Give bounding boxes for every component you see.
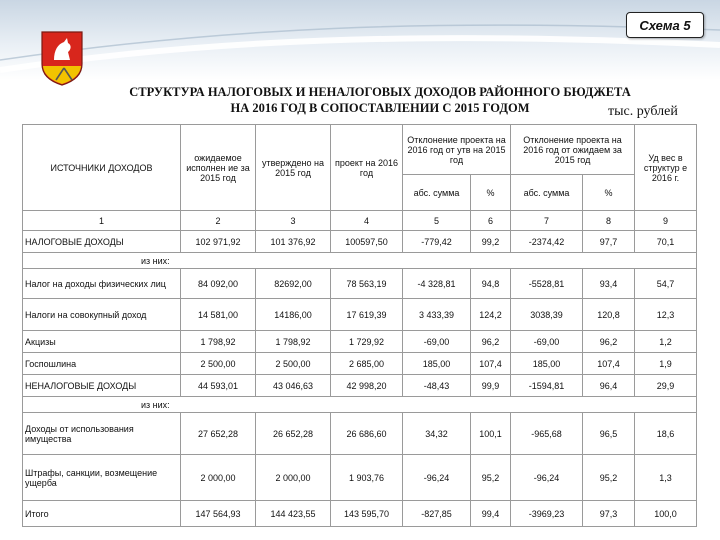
- cell-pct-1: 99,9: [471, 375, 511, 397]
- row-label: Штрафы, санкции, возмещение ущерба: [23, 455, 181, 501]
- budget-table: [22, 124, 697, 527]
- cell-pct-1: 99,2: [471, 231, 511, 253]
- cell-abs-1: -827,85: [403, 501, 471, 527]
- cell-approved: 43 046,63: [256, 375, 331, 397]
- col-number: 8: [583, 211, 635, 231]
- cell-pct-2: 97,7: [583, 231, 635, 253]
- table-row-total: [23, 501, 697, 527]
- title-line-2: НА 2016 ГОД В СОПОСТАВЛЕНИИ С 2015 ГОДОМ: [230, 101, 530, 115]
- cell-share: 18,6: [635, 413, 697, 455]
- cell-pct-2: 96,2: [583, 331, 635, 353]
- cell-approved: 82692,00: [256, 269, 331, 299]
- header-abs-1: абс. сумма: [403, 175, 471, 211]
- table-row: [23, 269, 697, 299]
- cell-share: 29,9: [635, 375, 697, 397]
- cell-expected: 27 652,28: [181, 413, 256, 455]
- cell-pct-2: 95,2: [583, 455, 635, 501]
- cell-pct-2: 97,3: [583, 501, 635, 527]
- header-curve-decoration: [0, 0, 720, 85]
- col-number: 6: [471, 211, 511, 231]
- subheader-label: из них:: [23, 397, 697, 413]
- cell-abs-2: 3038,39: [511, 299, 583, 331]
- header-approved: утверждено на 2015 год: [256, 125, 331, 211]
- header-project: проект на 2016 год: [331, 125, 403, 211]
- row-label: Госпошлина: [23, 353, 181, 375]
- scheme-badge: Схема 5: [626, 12, 704, 38]
- cell-share: 54,7: [635, 269, 697, 299]
- cell-approved: 2 000,00: [256, 455, 331, 501]
- cell-abs-1: -4 328,81: [403, 269, 471, 299]
- cell-pct-2: 93,4: [583, 269, 635, 299]
- cell-approved: 26 652,28: [256, 413, 331, 455]
- table-row: [23, 353, 697, 375]
- cell-project: 42 998,20: [331, 375, 403, 397]
- cell-abs-2: -96,24: [511, 455, 583, 501]
- cell-project: 78 563,19: [331, 269, 403, 299]
- cell-abs-1: -69,00: [403, 331, 471, 353]
- header-pct-1: %: [471, 175, 511, 211]
- header-expected: ожидаемое исполнен ие за 2015 год: [181, 125, 256, 211]
- cell-approved: 101 376,92: [256, 231, 331, 253]
- table-row: [23, 413, 697, 455]
- cell-pct-1: 107,4: [471, 353, 511, 375]
- cell-share: 1,2: [635, 331, 697, 353]
- col-number: 4: [331, 211, 403, 231]
- cell-project: 1 903,76: [331, 455, 403, 501]
- page-title: [90, 84, 670, 116]
- cell-abs-2: -5528,81: [511, 269, 583, 299]
- cell-pct-1: 94,8: [471, 269, 511, 299]
- col-number: 3: [256, 211, 331, 231]
- cell-project: 26 686,60: [331, 413, 403, 455]
- cell-abs-2: -965,68: [511, 413, 583, 455]
- unit-label: тыс. рублей: [608, 104, 678, 119]
- cell-pct-1: 100,1: [471, 413, 511, 455]
- cell-pct-1: 99,4: [471, 501, 511, 527]
- cell-expected: 84 092,00: [181, 269, 256, 299]
- row-label: Итого: [23, 501, 181, 527]
- cell-project: 2 685,00: [331, 353, 403, 375]
- coat-of-arms-icon: [40, 30, 84, 86]
- cell-pct-2: 96,5: [583, 413, 635, 455]
- cell-share: 12,3: [635, 299, 697, 331]
- header-share: Уд вес в структур е 2016 г.: [635, 125, 697, 211]
- cell-abs-1: -779,42: [403, 231, 471, 253]
- header-deviation-approved: Отклонение проекта на 2016 год от утв на 2015 год: [403, 125, 511, 175]
- cell-abs-1: 3 433,39: [403, 299, 471, 331]
- col-number: 9: [635, 211, 697, 231]
- cell-abs-1: -48,43: [403, 375, 471, 397]
- cell-project: 17 619,39: [331, 299, 403, 331]
- cell-pct-2: 107,4: [583, 353, 635, 375]
- cell-pct-2: 96,4: [583, 375, 635, 397]
- cell-share: 1,9: [635, 353, 697, 375]
- table-row: [23, 299, 697, 331]
- cell-abs-2: -3969,23: [511, 501, 583, 527]
- header-pct-2: %: [583, 175, 635, 211]
- subheader-row: [23, 397, 697, 413]
- col-number: 1: [23, 211, 181, 231]
- cell-expected: 1 798,92: [181, 331, 256, 353]
- cell-expected: 102 971,92: [181, 231, 256, 253]
- row-label: Акцизы: [23, 331, 181, 353]
- cell-share: 100,0: [635, 501, 697, 527]
- cell-approved: 14186,00: [256, 299, 331, 331]
- cell-expected: 2 500,00: [181, 353, 256, 375]
- title-line-1: СТРУКТУРА НАЛОГОВЫХ И НЕНАЛОГОВЫХ ДОХОДОВ РАЙОННОГО БЮДЖЕТА: [129, 85, 631, 99]
- header-abs-2: абс. сумма: [511, 175, 583, 211]
- header-deviation-expected: Отклонение проекта на 2016 год от ожидаем за 2015 год: [511, 125, 635, 175]
- cell-abs-2: 185,00: [511, 353, 583, 375]
- cell-project: 1 729,92: [331, 331, 403, 353]
- col-number: 7: [511, 211, 583, 231]
- header-row-1: [23, 125, 697, 175]
- table-row: [23, 455, 697, 501]
- header-source: ИСТОЧНИКИ ДОХОДОВ: [23, 125, 181, 211]
- cell-pct-1: 95,2: [471, 455, 511, 501]
- row-label: НЕНАЛОГОВЫЕ ДОХОДЫ: [23, 375, 181, 397]
- cell-expected: 14 581,00: [181, 299, 256, 331]
- cell-abs-1: 34,32: [403, 413, 471, 455]
- cell-share: 70,1: [635, 231, 697, 253]
- cell-abs-1: 185,00: [403, 353, 471, 375]
- col-number: 2: [181, 211, 256, 231]
- cell-expected: 44 593,01: [181, 375, 256, 397]
- cell-project: 100597,50: [331, 231, 403, 253]
- subheader-label: из них:: [23, 253, 697, 269]
- cell-pct-2: 120,8: [583, 299, 635, 331]
- table-row: [23, 231, 697, 253]
- cell-abs-2: -2374,42: [511, 231, 583, 253]
- cell-pct-1: 124,2: [471, 299, 511, 331]
- cell-share: 1,3: [635, 455, 697, 501]
- row-label: НАЛОГОВЫЕ ДОХОДЫ: [23, 231, 181, 253]
- cell-project: 143 595,70: [331, 501, 403, 527]
- cell-abs-2: -1594,81: [511, 375, 583, 397]
- cell-abs-1: -96,24: [403, 455, 471, 501]
- cell-expected: 2 000,00: [181, 455, 256, 501]
- cell-abs-2: -69,00: [511, 331, 583, 353]
- cell-expected: 147 564,93: [181, 501, 256, 527]
- cell-approved: 144 423,55: [256, 501, 331, 527]
- table-row: [23, 331, 697, 353]
- cell-approved: 2 500,00: [256, 353, 331, 375]
- row-label: Налоги на совокупный доход: [23, 299, 181, 331]
- row-label: Доходы от использования имущества: [23, 413, 181, 455]
- row-label: Налог на доходы физических лиц: [23, 269, 181, 299]
- table-row: [23, 375, 697, 397]
- column-number-row: [23, 211, 697, 231]
- cell-pct-1: 96,2: [471, 331, 511, 353]
- col-number: 5: [403, 211, 471, 231]
- subheader-row: [23, 253, 697, 269]
- cell-approved: 1 798,92: [256, 331, 331, 353]
